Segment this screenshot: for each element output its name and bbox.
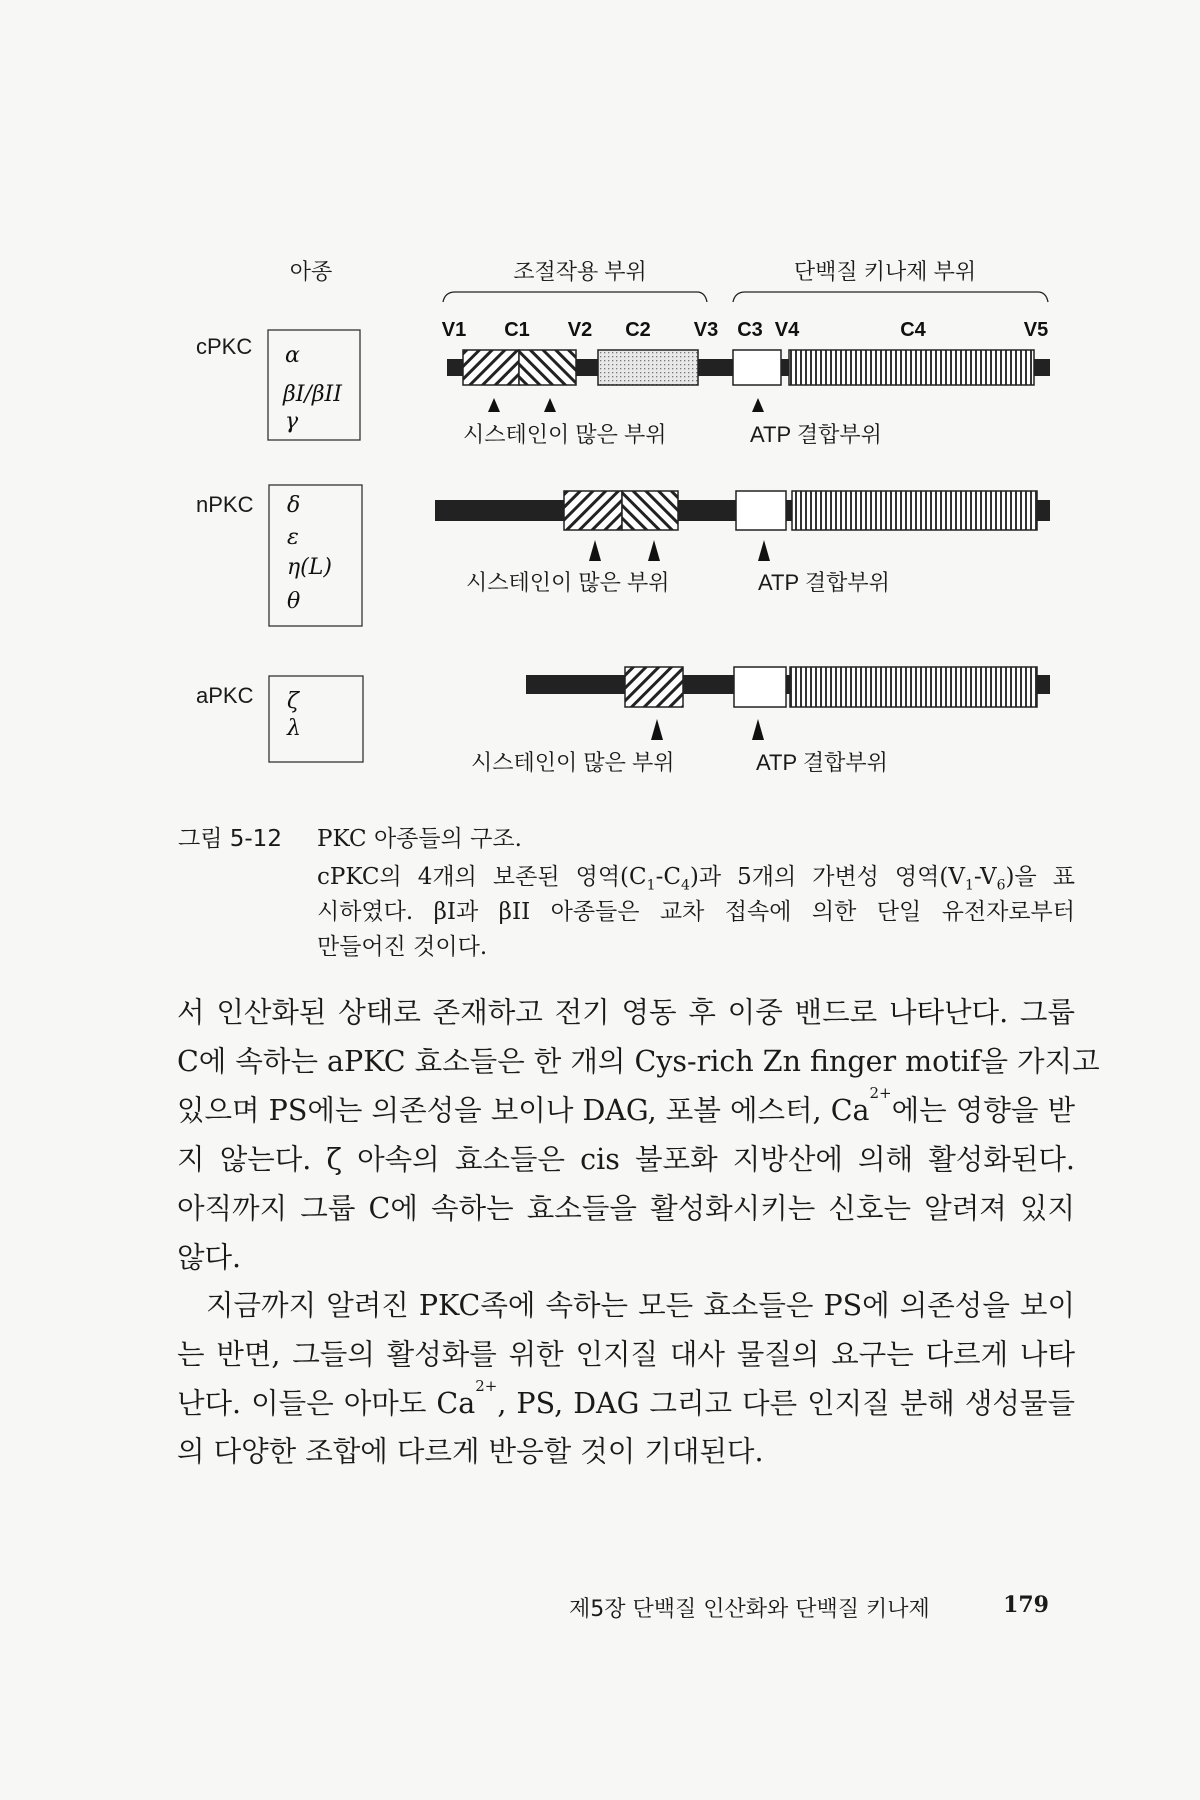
isoform-theta: θ [287,589,301,614]
arrow-marker-icon [752,719,764,740]
arrow-marker-icon [651,719,663,740]
arrow-marker-icon [758,540,770,561]
domain-label-v5: V5 [1023,319,1049,341]
c1-domain-b [519,350,576,385]
cysteine-rich-label: 시스테인이 많은 부위 [471,750,675,775]
body-line: 는 반면, 그들의 활성화를 위한 인지질 대사 물질의 요구는 다르게 나타 [177,1338,1075,1371]
isoform-beta: βI/βII [283,382,342,407]
caption-number: 그림 5-12 [178,826,282,852]
body-text-span: , PS, DAG 그리고 다른 인지질 분해 생성물들 [497,1387,1075,1420]
domain-label-c3: C3 [737,319,763,341]
subscript: 6 [996,877,1006,894]
body-text-span: 에는 영향을 받 [891,1094,1075,1127]
page-footer [569,1592,1049,1623]
atp-binding-label: ATP 결합부위 [750,422,882,447]
c4-domain [789,350,1034,385]
domain-label-v1: V1 [441,319,467,341]
domain-label-v3: V3 [693,319,719,341]
isoform-lambda: λ [287,716,301,741]
superscript: 2+ [475,1377,498,1395]
npkc-label: nPKC [196,492,254,517]
apkc-row [196,667,1050,775]
domain-label-c2: C2 [625,319,651,341]
isoform-gamma: γ [285,409,299,434]
c4-domain [792,491,1037,530]
atp-binding-label: ATP 결합부위 [756,750,888,775]
apkc-isoform-box [269,676,363,762]
body-line: 않다. [177,1241,242,1274]
regulatory-bracket [443,292,707,302]
domain-label-v2: V2 [567,319,593,341]
arrow-marker-icon [648,540,660,561]
body-line: 서 인산화된 상태로 존재하고 전기 영동 후 이중 밴드로 나타난다. 그룹 [177,996,1075,1029]
caption-text: )을 표 [1005,864,1075,890]
body-line [177,1084,1075,1129]
body-line: 아직까지 그룹 C에 속하는 효소들을 활성화시키는 신호는 알려져 있지 [177,1192,1075,1225]
running-footer-chapter: 제5장 단백질 인산화와 단백질 키나제 [569,1597,930,1622]
c2-domain [598,350,698,385]
isoform-header: 아종 [289,259,333,284]
subscript: 1 [646,877,656,894]
isoform-alpha: α [285,343,300,368]
domain-label-c1: C1 [504,319,530,341]
subscript: 1 [964,877,974,894]
body-line: 지 않는다. ζ 아속의 효소들은 cis 불포화 지방산에 의해 활성화된다. [177,1143,1075,1176]
body-line: 지금까지 알려진 PKC족에 속하는 모든 효소들은 PS에 의존성을 보이 [206,1289,1075,1322]
c1-domain-a [463,350,519,385]
cpkc-label: cPKC [196,334,253,359]
kinase-bracket [733,292,1048,302]
caption-text: -V [973,864,997,890]
c1-domain-a [564,491,622,530]
body-line: C에 속하는 aPKC 효소들은 한 개의 Cys-rich Zn finger motif을 가지고 [177,1045,1100,1078]
cpkc-row [196,330,1050,447]
isoform-epsilon: ε [287,525,299,550]
domain-label-v4: V4 [774,319,800,341]
c3-domain [736,491,786,530]
arrow-marker-icon [544,398,556,412]
body-text-span: 난다. 이들은 아마도 Ca [177,1387,476,1420]
c4-domain [790,667,1037,707]
c3-domain [733,350,781,385]
c1-domain-b [622,491,678,530]
body-line: 의 다양한 조합에 다르게 반응할 것이 기대된다. [177,1435,764,1468]
domain-label-c4: C4 [900,319,926,341]
caption-text: cPKC의 4개의 보존된 영역(C [317,864,647,890]
isoform-delta: δ [287,493,301,518]
npkc-row [196,485,1050,626]
caption-text: -C [655,864,681,890]
c3-domain [734,667,786,707]
caption-title: PKC 아종들의 구조. [317,826,522,852]
arrow-marker-icon [589,540,601,561]
c1-domain [625,667,683,707]
apkc-label: aPKC [196,683,254,708]
regulatory-domain-header: 조절작용 부위 [513,259,647,284]
cysteine-rich-label: 시스테인이 많은 부위 [466,570,670,595]
caption-line-3: 만들어진 것이다. [317,934,488,960]
arrow-marker-icon [752,398,764,412]
page-number: 179 [1003,1592,1049,1618]
atp-binding-label: ATP 결합부위 [758,570,890,595]
isoform-eta: η(L) [287,555,332,580]
caption-text: )과 5개의 가변성 영역(V [689,864,965,890]
arrow-marker-icon [488,398,500,412]
body-text-span: 있으며 PS에는 의존성을 보이나 DAG, 포볼 에스터, Ca [177,1094,870,1127]
caption-line-2: 시하였다. βI과 βII 아종들은 교차 접속에 의한 단일 유전자로부터 [317,899,1075,925]
superscript: 2+ [869,1084,892,1102]
subscript: 4 [680,877,690,894]
body-line [177,1377,1075,1422]
pkc-structure-figure [0,0,1200,800]
kinase-domain-header: 단백질 키나제 부위 [793,259,977,284]
cysteine-rich-label: 시스테인이 많은 부위 [463,422,667,447]
isoform-zeta: ζ [287,689,299,714]
